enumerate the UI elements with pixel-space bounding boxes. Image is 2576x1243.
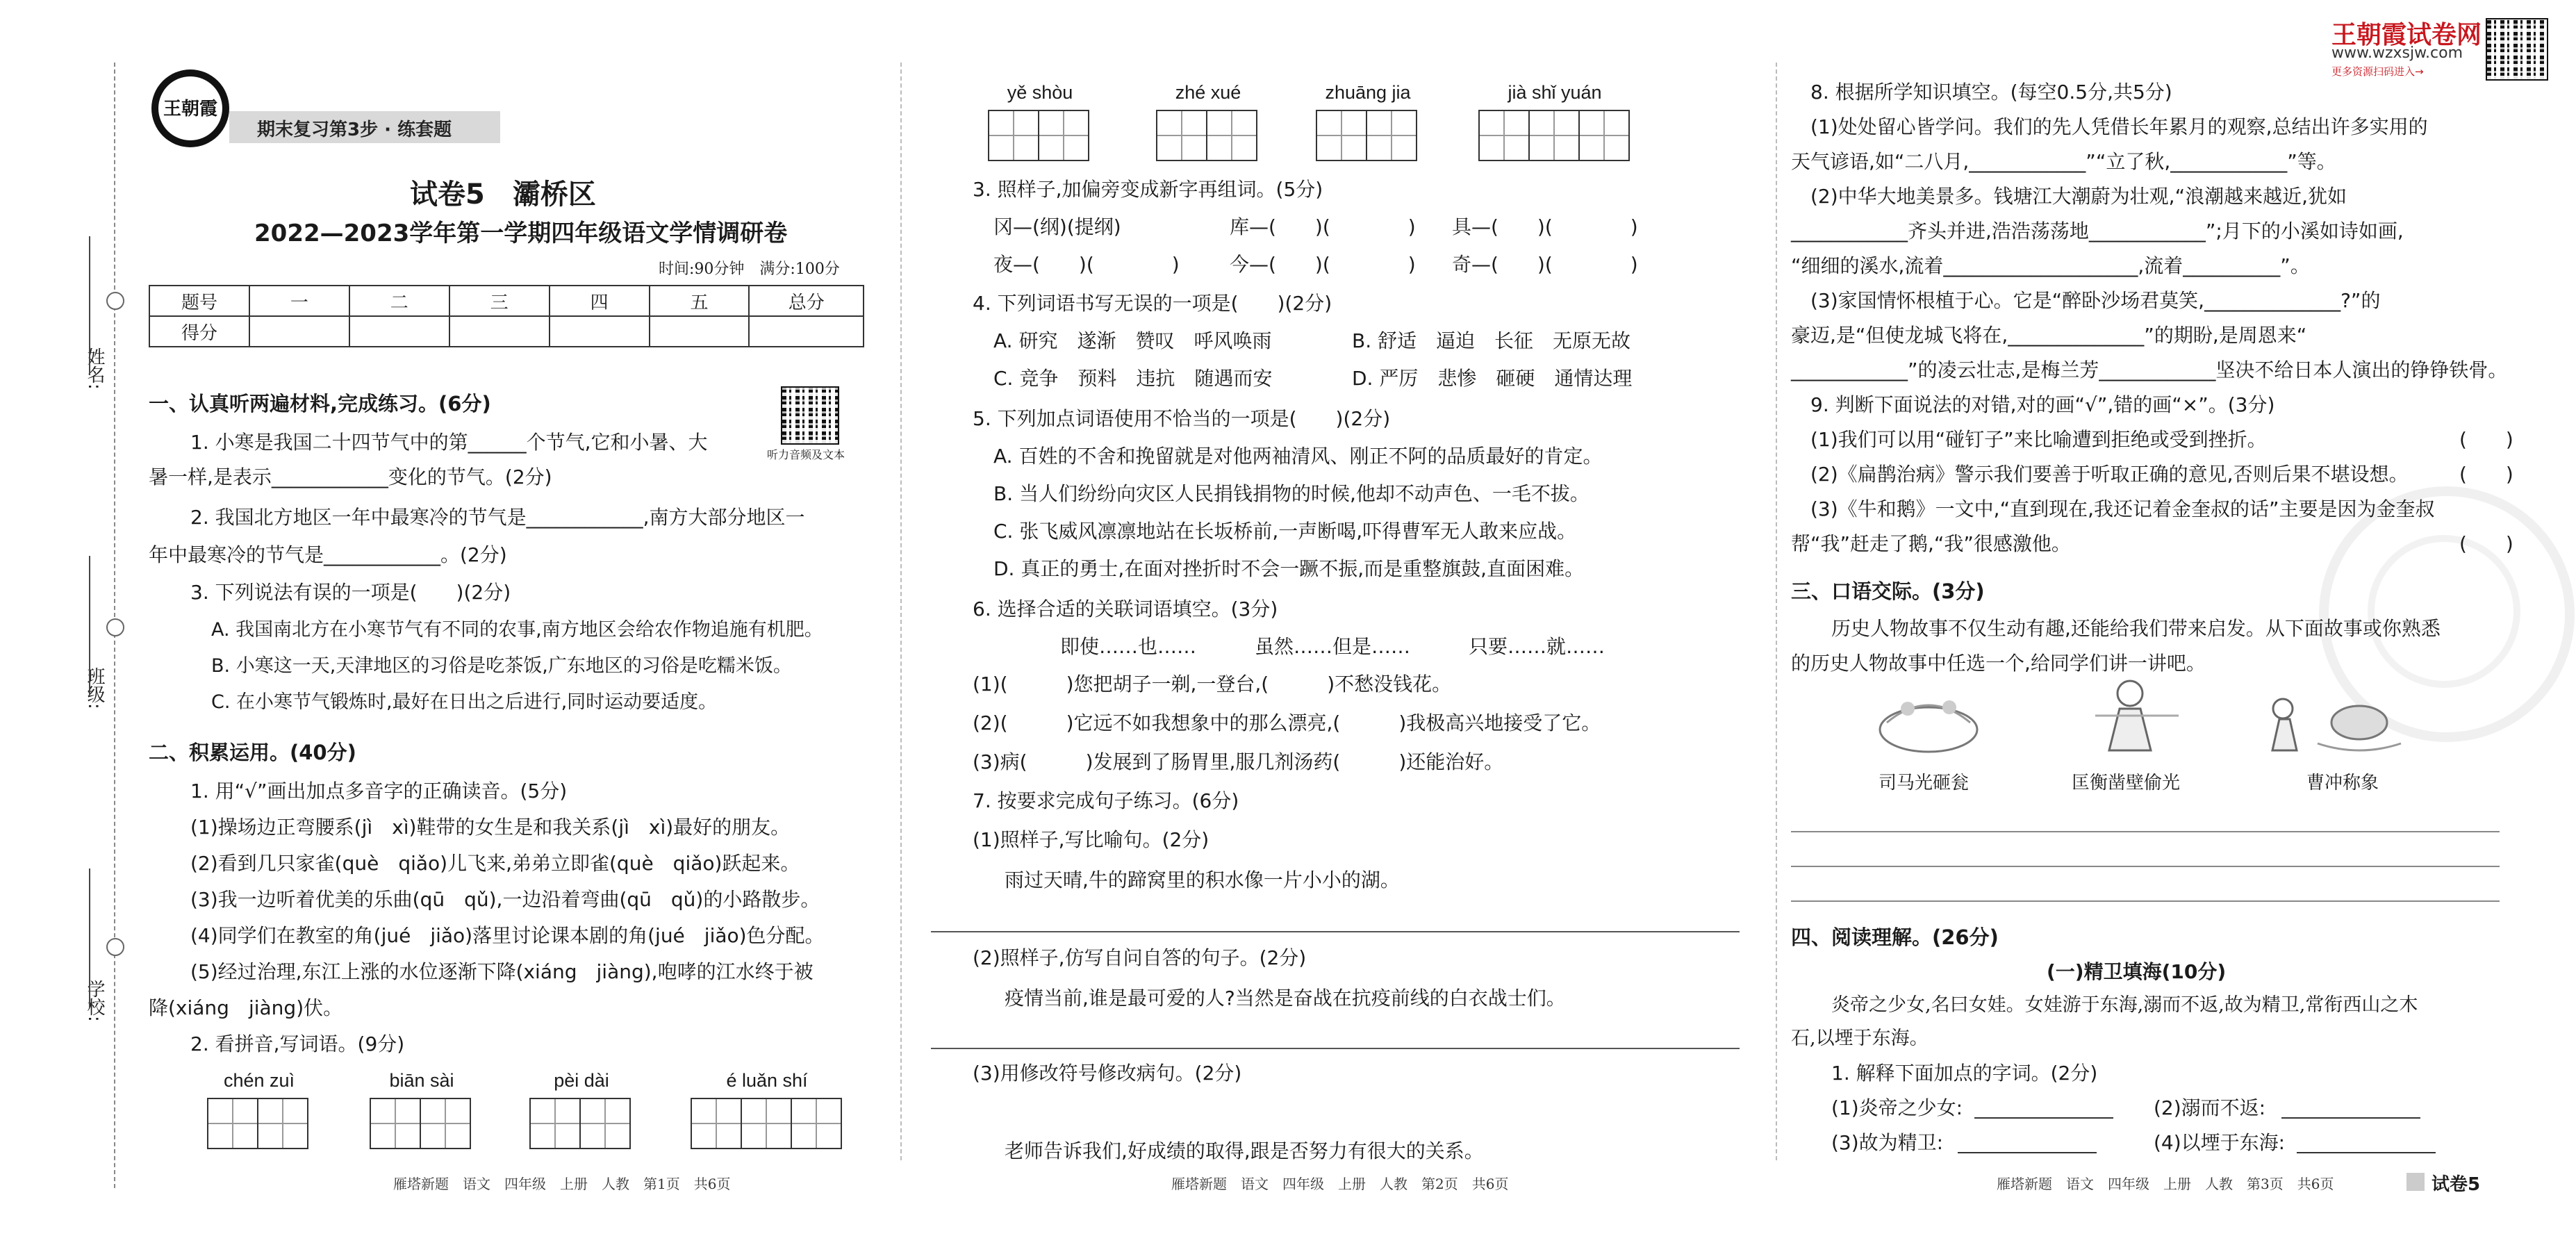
question-text: (2)看到几只家雀(què qiǎo)儿飞来,弟弟立即雀(què qiǎo)跃起来。	[190, 852, 800, 875]
score-header: 三	[449, 286, 550, 316]
score-cell[interactable]	[249, 316, 349, 347]
judgement-blank[interactable]: ( )	[2459, 532, 2513, 555]
page-footer: 雁塔新题 语文 四年级 上册 人教 第3页 共6页	[1997, 1176, 2334, 1192]
question-text: (1)我们可以用“碰钉子”来比喻遭到拒绝或受到挫折。	[1810, 428, 2267, 451]
class-label: 班级:	[84, 667, 105, 709]
question-text: 6. 选择合适的关联词语填空。(3分)	[973, 598, 1278, 620]
answer-rule[interactable]	[1791, 866, 2500, 867]
illustration-caption: 曹冲称象	[2306, 773, 2379, 793]
pinyin-writing-box[interactable]	[1316, 82, 1420, 165]
example-sentence: 雨过天晴,牛的蹄窝里的积水像一片小小的湖。	[1005, 869, 1400, 891]
question-text: 1. 用“√”画出加点多音字的正确读音。(5分)	[190, 780, 568, 802]
question-text: ____________”的凌云壮志,是梅兰芳____________坚决不给日本人演出的铮铮铁骨。	[1791, 359, 2508, 381]
option-text: C. 在小寒节气锻炼时,最好在日出之后进行,同时运动要适度。	[211, 691, 718, 713]
question-text: 帮“我”赶走了鹅,“我”很感激他。	[1791, 532, 2071, 555]
question-text: “细细的溪水,流着____________________,流着__________”。	[1791, 254, 2310, 277]
question-text: 5. 下列加点词语使用不恰当的一项是( )(2分)	[973, 407, 1391, 430]
question-text: 1. 小寒是我国二十四节气中的第______个节气,它和小暑、大	[190, 431, 708, 454]
illustration-caption: 司马光砸瓮	[1879, 773, 1970, 793]
brand-url[interactable]: www.wzxsjw.com	[2331, 44, 2463, 62]
question-text: 暑一样,是表示____________变化的节气。(2分)	[149, 466, 552, 488]
option-text: B. 舒适 逼迫 长征 无原无故	[1352, 329, 1631, 352]
pinyin-label: yě shòu	[1007, 82, 1073, 103]
answer-rule[interactable]	[1791, 831, 2500, 832]
pinyin-writing-box[interactable]	[1478, 82, 1631, 165]
question-text: (2)照样子,仿写自问自答的句子。(2分)	[973, 946, 1307, 969]
binding-underline	[89, 556, 90, 695]
section-3-heading: 三、口语交际。(3分)	[1791, 579, 1985, 603]
option-text: C. 张飞威风凛凛地站在长坂桥前,一声断喝,吓得曹军无人敢来应战。	[993, 520, 1577, 543]
brand-name: 王朝霞试卷网	[2331, 21, 2482, 49]
score-header: 二	[349, 286, 449, 316]
conjunction-options: 即使……也…… 虽然……但是…… 只要……就……	[1060, 635, 1605, 658]
question-text: 2. 看拼音,写词语。(9分)	[190, 1032, 405, 1055]
pinyin-label: zhé xué	[1175, 82, 1241, 103]
score-cell[interactable]	[550, 316, 650, 347]
section-4-heading: 四、阅读理解。(26分)	[1791, 925, 1999, 949]
answer-line[interactable]: 今—( )( )	[1230, 253, 1416, 276]
question-text: 3. 照样子,加偏旁变成新字再组词。(5分)	[973, 178, 1323, 201]
passage-text: 炎帝之少女,名曰女娃。女娃游于东海,溺而不返,故为精卫,常衔西山之木	[1831, 994, 2418, 1016]
illustration-boring-wall	[2067, 674, 2193, 757]
binding-underline	[89, 869, 90, 1007]
paragraph-text: 历史人物故事不仅生动有趣,还能给我们带来启发。从下面故事或你熟悉	[1831, 617, 2441, 640]
section-2-heading: 二、积累运用。(40分)	[149, 741, 356, 764]
question-text: 1. 解释下面加点的字词。(2分)	[1831, 1062, 2098, 1085]
pinyin-label: chén zuì	[223, 1070, 295, 1091]
page-footer: 雁塔新题 语文 四年级 上册 人教 第1页 共6页	[393, 1176, 731, 1192]
question-text: (3)病( )发展到了肠胃里,服几剂汤药( )还能治好。	[973, 750, 1504, 773]
brand-qr-code[interactable]	[2486, 18, 2548, 81]
pinyin-writing-box[interactable]	[529, 1070, 634, 1153]
paragraph-text: 的历史人物故事中任选一个,给同学们讲一讲吧。	[1791, 652, 2206, 675]
pinyin-label: biān sài	[389, 1070, 454, 1091]
pinyin-writing-box[interactable]	[691, 1070, 843, 1153]
page-footer: 雁塔新题 语文 四年级 上册 人教 第2页 共6页	[1171, 1176, 1509, 1192]
question-text: (1)处处留心皆学问。我们的先人凭借长年累月的观察,总结出许多实用的	[1810, 115, 2428, 138]
pinyin-writing-box[interactable]	[370, 1070, 474, 1153]
exam-title: 试卷5 灞桥区	[410, 179, 596, 211]
series-label: 期末复习第3步 · 练套题	[257, 120, 452, 140]
option-text: D. 真正的勇士,在面对挫折时不会一蹶不振,而是重整旗鼓,直面困难。	[993, 557, 1585, 580]
time-score: 时间:90分钟 满分:100分	[659, 261, 840, 278]
option-text: B. 当人们纷纷向灾区人民捐钱捐物的时候,他却不动声色、一毛不拔。	[993, 482, 1590, 505]
answer-blank[interactable]	[2281, 1117, 2420, 1119]
binding-hole	[106, 618, 124, 636]
pinyin-label: é luǎn shí	[726, 1070, 808, 1091]
question-text: (3)用修改符号修改病句。(2分)	[973, 1062, 1242, 1085]
score-table	[149, 285, 864, 347]
passage-text: 石,以堙于东海。	[1791, 1028, 1929, 1049]
pinyin-writing-box[interactable]	[207, 1070, 311, 1153]
question-text: 8. 根据所学知识填空。(每空0.5分,共5分)	[1810, 81, 2172, 104]
exam-subtitle: 2022—2023学年第一学期四年级语文学情调研卷	[254, 220, 788, 247]
judgement-blank[interactable]: ( )	[2459, 463, 2513, 486]
series-banner	[229, 111, 500, 143]
score-header: 四	[550, 286, 650, 316]
paper-tag: 试卷5	[2431, 1174, 2481, 1195]
pinyin-label: zhuāng jia	[1325, 82, 1411, 103]
answer-line[interactable]: 奇—( )( )	[1452, 253, 1638, 276]
answer-line[interactable]: 冈—(纲)(提纲)	[993, 215, 1121, 238]
option-text: C. 竞争 预料 违抗 随遇而安	[993, 367, 1273, 390]
question-text: (1)( )您把胡子一剃,一登台,( )不愁没钱花。	[973, 673, 1452, 695]
answer-blank[interactable]	[1958, 1152, 2097, 1153]
section-1-heading: 一、认真听两遍材料,完成练习。(6分)	[149, 392, 491, 415]
binding-hole	[106, 292, 124, 310]
school-label: 学校:	[84, 980, 105, 1022]
question-text: 天气谚语,如“二八月,____________”“立了秋,____________”等。	[1791, 150, 2336, 173]
example-sentence: 老师告诉我们,好成绩的取得,跟是否努力有很大的关系。	[1005, 1139, 1484, 1162]
option-text: D. 严厉 悲惨 砸硬 通情达理	[1352, 367, 1633, 390]
qr-caption: 听力音频及文本	[767, 448, 845, 461]
option-text: A. 研究 遂渐 赞叹 呼风唤雨	[993, 329, 1272, 352]
question-text: 7. 按要求完成句子练习。(6分)	[973, 789, 1239, 812]
question-text: (3)我一边听着优美的乐曲(qū qǔ),一边沿着弯曲(qū qǔ)的小路散步。	[190, 888, 820, 911]
question-text: ____________齐头并进,浩浩荡荡地____________”;月下的小溪如诗如画,	[1791, 220, 2404, 242]
pinyin-writing-box[interactable]	[1156, 82, 1260, 165]
answer-blank[interactable]	[1974, 1117, 2113, 1119]
question-text: (1)炎帝之少女:	[1831, 1096, 1963, 1119]
column-divider	[900, 63, 902, 1160]
question-text: (3)《牛和鹅》一文中,“直到现在,我还记着金奎叔的话”主要是因为金奎叔	[1810, 497, 2435, 520]
judgement-blank[interactable]: ( )	[2459, 428, 2513, 451]
answer-rule[interactable]	[931, 931, 1740, 932]
question-text: (2)《扁鹊治病》警示我们要善于听取正确的意见,否则后果不堪设想。	[1810, 463, 2409, 486]
illustration-smashing-vat	[1866, 681, 1991, 757]
question-text: (5)经过治理,东江上涨的水位逐渐下降(xiáng jiàng),咆哮的江水终于被	[190, 960, 814, 983]
binding-underline	[89, 236, 90, 375]
logo-text: 王朝霞	[163, 99, 217, 120]
question-text: 3. 下列说法有误的一项是( )(2分)	[190, 581, 511, 604]
question-text: (2)溺而不返:	[2154, 1096, 2266, 1119]
binding-hole	[106, 938, 124, 956]
example-sentence: 疫情当前,谁是最可爱的人?当然是奋战在抗疫前线的白衣战士们。	[1005, 987, 1566, 1010]
answer-blank[interactable]	[2297, 1152, 2436, 1153]
answer-line[interactable]: 具—( )( )	[1452, 215, 1638, 238]
question-text: (3)故为精卫:	[1831, 1131, 1944, 1154]
option-text: B. 小寒这一天,天津地区的习俗是吃茶饭,广东地区的习俗是吃糯米饭。	[211, 655, 792, 677]
brand-tip: 更多资源扫码进入→	[2331, 65, 2424, 78]
score-header: 一	[249, 286, 349, 316]
reading-passage-title: (一)精卫填海(10分)	[2047, 960, 2227, 983]
score-header: 总分	[749, 286, 864, 316]
answer-rule[interactable]	[931, 1048, 1740, 1049]
question-text: (4)以堙于东海:	[2154, 1131, 2286, 1154]
score-header: 题号	[149, 286, 249, 316]
option-text: A. 百姓的不舍和挽留就是对他两袖清风、刚正不阿的品质最好的肯定。	[993, 445, 1603, 468]
option-text: A. 我国南北方在小寒节气有不同的农事,南方地区会给农作物追施有机肥。	[211, 619, 823, 641]
question-text: (1)照样子,写比喻句。(2分)	[973, 828, 1209, 851]
question-text: (4)同学们在教室的角(jué jiǎo)落里讨论课本剧的角(jué jiǎo)色分配。	[190, 924, 825, 947]
corner-mark	[2406, 1173, 2425, 1191]
question-text: 2. 我国北方地区一年中最寒冷的节气是____________,南方大部分地区一	[190, 506, 805, 529]
column-divider	[1776, 63, 1777, 1160]
question-text: 4. 下列词语书写无误的一项是( )(2分)	[973, 292, 1332, 315]
answer-line[interactable]: 夜—( )( )	[993, 253, 1180, 276]
answer-line[interactable]: 库—( )( )	[1230, 215, 1416, 238]
illustration-weighing-elephant	[2255, 681, 2408, 757]
score-row-label: 得分	[149, 316, 249, 347]
question-text: 降(xiáng jiàng)伏。	[149, 996, 343, 1019]
score-cell[interactable]	[349, 316, 449, 347]
score-cell[interactable]	[449, 316, 550, 347]
pinyin-label: pèi dài	[554, 1070, 609, 1091]
answer-rule[interactable]	[1791, 900, 2500, 902]
question-text: (2)中华大地美景多。钱塘江大潮蔚为壮观,“浪潮越来越近,犹如	[1810, 185, 2347, 208]
audio-qr-code[interactable]	[781, 386, 839, 445]
brand-logo	[151, 69, 229, 147]
score-cell[interactable]	[749, 316, 864, 347]
score-header: 五	[650, 286, 750, 316]
name-label: 姓名:	[84, 347, 105, 390]
question-text: (3)家国情怀根植于心。它是“醉卧沙场君莫笑,______________?”的	[1810, 289, 2381, 312]
question-text: 豪迈,是“但使龙城飞将在,______________”的期盼,是周恩来“	[1791, 324, 2307, 347]
pinyin-writing-box[interactable]	[988, 82, 1092, 165]
question-text: (1)操场边正弯腰系(jì xì)鞋带的女生是和我关系(jì xì)最好的朋友。	[190, 816, 791, 839]
pinyin-label: jià shǐ yuán	[1508, 82, 1602, 103]
question-text: 9. 判断下面说法的对错,对的画“√”,错的画“×”。(3分)	[1810, 393, 2275, 416]
score-cell[interactable]	[650, 316, 750, 347]
question-text: 年中最寒冷的节气是____________。(2分)	[149, 543, 507, 566]
question-text: (2)( )它远不如我想象中的那么漂亮,( )我极高兴地接受了它。	[973, 711, 1601, 734]
illustration-caption: 匡衡凿壁偷光	[2072, 773, 2181, 793]
